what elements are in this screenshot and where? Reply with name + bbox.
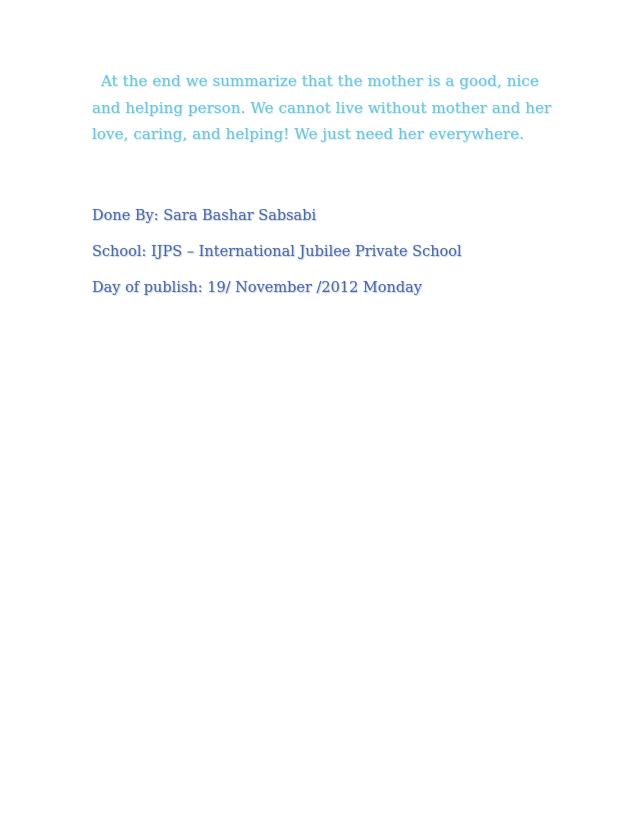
credits-block bbox=[92, 203, 572, 311]
school-line: School: IJPS – International Jubilee Private School bbox=[92, 244, 462, 260]
summary-paragraph: At the end we summarize that the mother is a good, nice and helping person. We cannot live without mother and her love, caring, and helping! We just need her everywhere. bbox=[92, 72, 552, 143]
publish-date-line: Day of publish: 19/ November /2012 Monday bbox=[92, 280, 422, 296]
author-line: Done By: Sara Bashar Sabsabi bbox=[92, 208, 317, 224]
